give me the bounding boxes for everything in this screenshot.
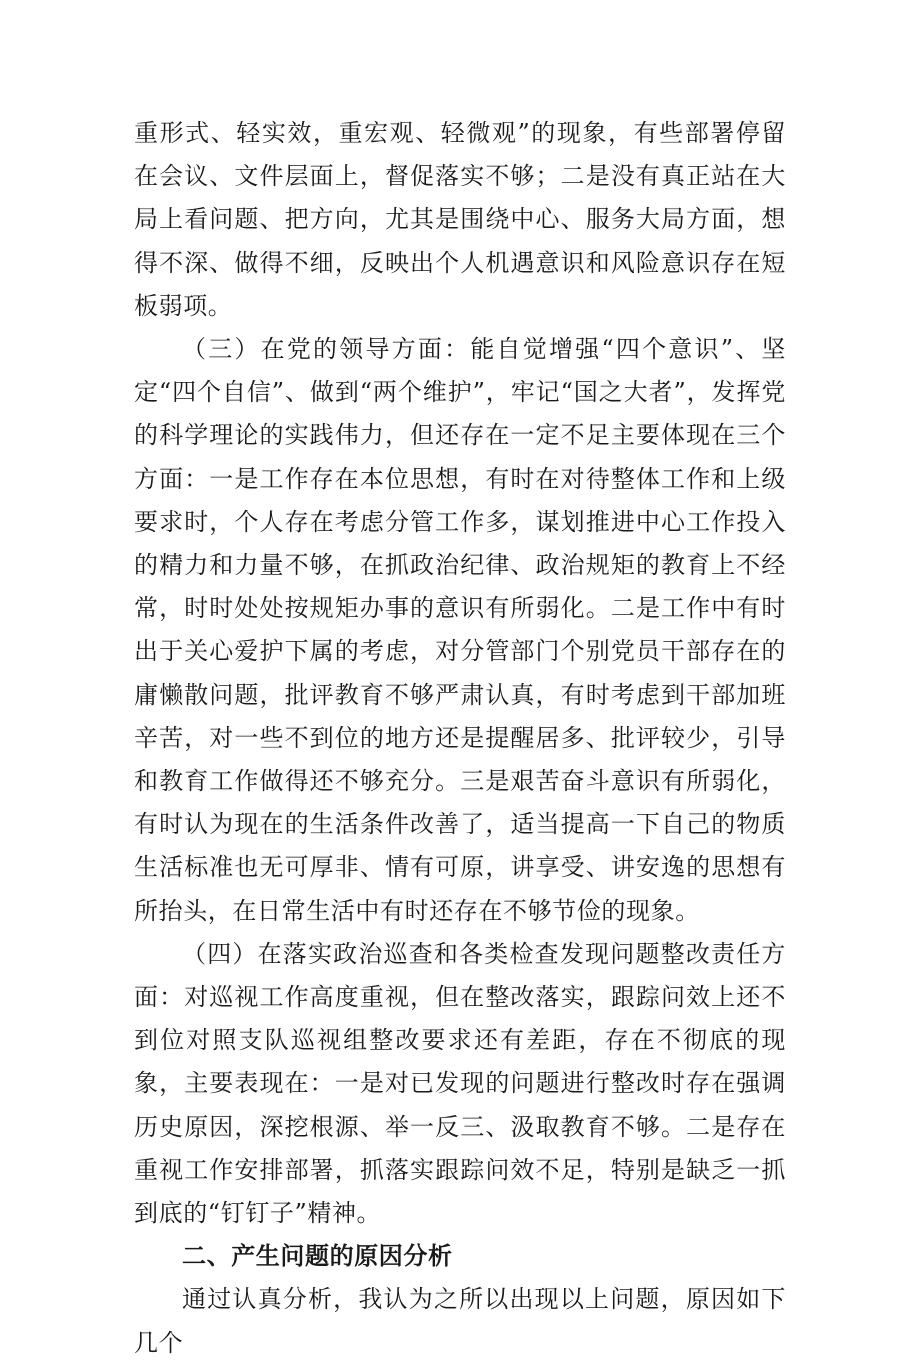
paragraph-analysis-intro: 通过认真分析，我认为之所以出现以上问题，原因如下几个 <box>134 1285 786 1357</box>
paragraph-party-leadership: （三）在党的领导方面：能自觉增强“四个意识”、坚定“四个自信”、做到“两个维护”，牢记“国之大者”，发挥党的科学理论的实践伟力，但还存在一定不足主要体现在三个方面：一是工作存在本位思想，有时在对待整体工作和上级要求时，个人存在考虑分管工作多，谋划推进中心工作投入的精力和力量不够，在抓政治纪律、政治规矩的教育上不经常，时时处处按规矩办事的意识有所弱化。二是工作中有时出于关心爱护下属的考虑，对分管部门个别党员干部存在的庸懒散问题，批评教育不够严肃认真，有时考虑到干部加班辛苦，对一些不到位的地方还是提醒居多、批评较少，引导和教育工作做得还不够充分。三是艰苦奋斗意识有所弱化，有时认为现在的生活条件改善了，适当提高一下自己的物质生活标准也无可厚非、情有可原，讲享受、讲安逸的思想有所抬头，在日常生活中有时还存在不够节俭的现象。 <box>134 335 786 925</box>
paragraph-inspection-rectification: （四）在落实政治巡查和各类检查发现问题整改责任方面：对巡视工作高度重视，但在整改落实，跟踪问效上还不到位对照支队巡视组整改要求还有差距，存在不彻底的现象，主要表现在：一是对已发现的问题进行整改时存在强调历史原因，深挖根源、举一反三、汲取教育不够。二是存在重视工作安排部署，抓落实跟踪问效不足，特别是缺乏一抓到底的“钉钉子”精神。 <box>134 939 786 1228</box>
section-heading-cause-analysis: 二、产生问题的原因分析 <box>182 1242 453 1271</box>
document-body <box>134 112 786 1365</box>
paragraph-continuation: 重形式、轻实效，重宏观、轻微观”的现象，有些部署停留在会议、文件层面上，督促落实不够；二是没有真正站在大局上看问题、把方向，尤其是围绕中心、服务大局方面，想得不深、做得不细，反映出个人机遇意识和风险意识存在短板弱项。 <box>134 119 786 320</box>
